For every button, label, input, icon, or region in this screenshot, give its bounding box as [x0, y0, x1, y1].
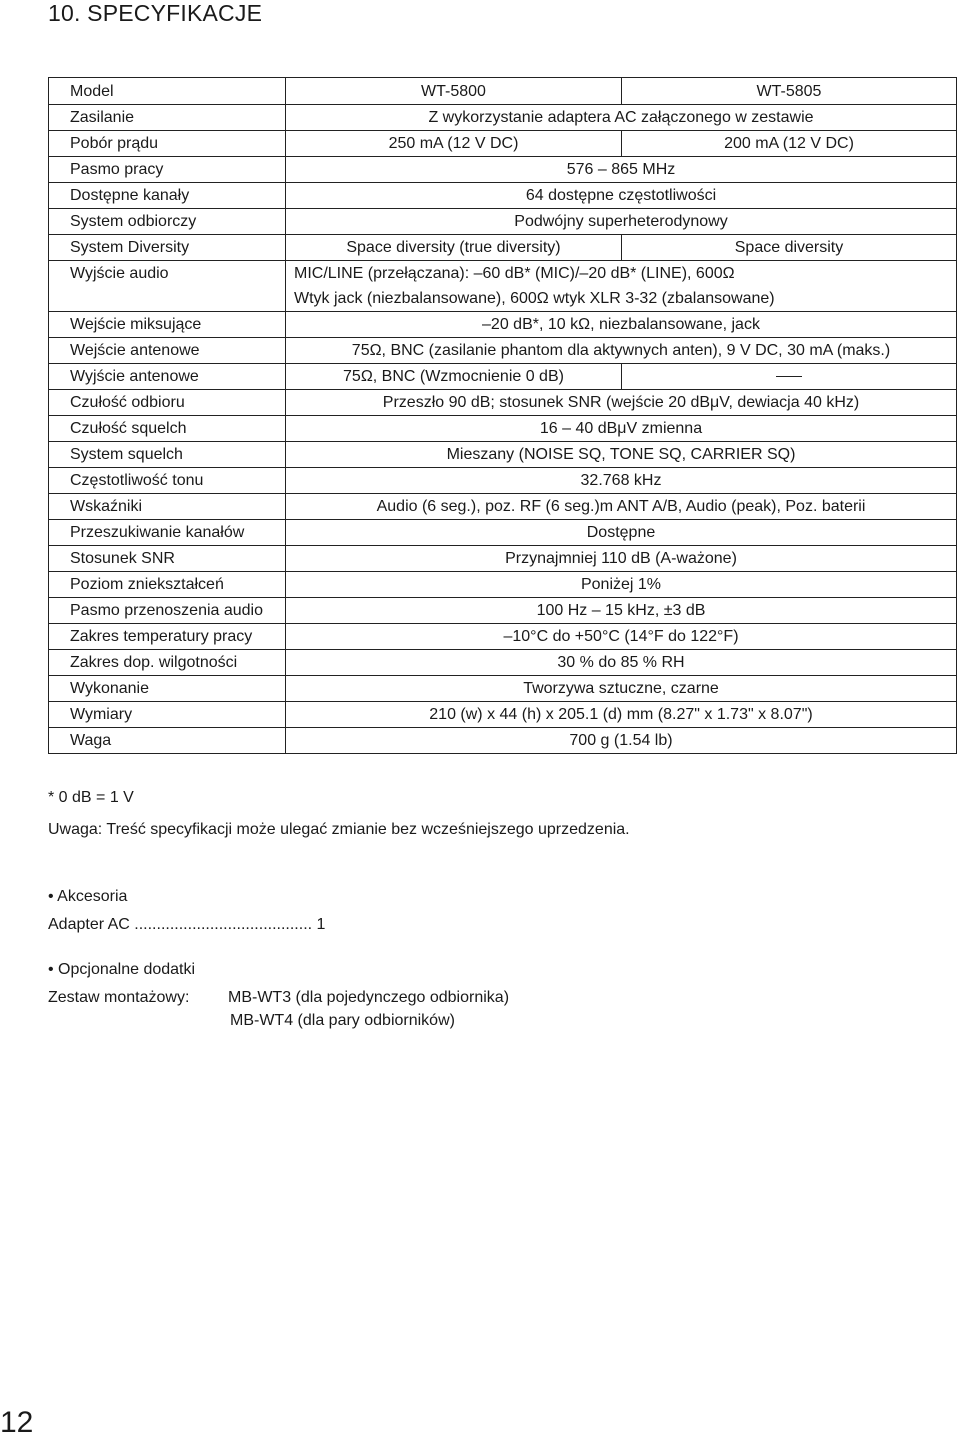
row-label: Pobór prądu: [49, 131, 286, 157]
row-label: Wyjście antenowe: [49, 364, 286, 390]
row-label: Wejście antenowe: [49, 338, 286, 364]
row-label: Wymiary: [49, 702, 286, 728]
row-label: Wejście miksujące: [49, 312, 286, 338]
table-row: [49, 520, 957, 546]
optional-item: MB-WT3 (dla pojedynczego odbiornika): [228, 989, 510, 1006]
table-row: [49, 312, 957, 338]
table-row: [49, 390, 957, 416]
table-row: [49, 650, 957, 676]
row-value: 64 dostępne częstotliwości: [286, 183, 957, 209]
row-label: Wyjście audio: [49, 261, 286, 287]
page-number: 12: [0, 1406, 34, 1439]
row-value-a: 75Ω, BNC (Wzmocnienie 0 dB): [286, 364, 622, 390]
row-label: Zakres dop. wilgotności: [49, 650, 286, 676]
table-row: [49, 546, 957, 572]
row-label: Zakres temperatury pracy: [49, 624, 286, 650]
row-value: Mieszany (NOISE SQ, TONE SQ, CARRIER SQ): [286, 442, 957, 468]
row-label: Stosunek SNR: [49, 546, 286, 572]
table-row: [49, 702, 957, 728]
row-label: Wskaźniki: [49, 494, 286, 520]
remark: Uwaga: Treść specyfikacji może ulegać zmianie bez wcześniejszego uprzedzenia.: [48, 821, 630, 838]
table-row: [49, 494, 957, 520]
row-label: System odbiorczy: [49, 209, 286, 235]
table-row: [49, 468, 957, 494]
table-row: [49, 338, 957, 364]
table-row: [49, 105, 957, 131]
accessories-heading: • Akcesoria: [48, 888, 128, 905]
table-row: [49, 286, 957, 312]
table-row: [49, 572, 957, 598]
row-value: –20 dB*, 10 kΩ, niezbalansowane, jack: [286, 312, 957, 338]
footnote: * 0 dB = 1 V: [48, 789, 134, 806]
row-label: Czułość squelch: [49, 416, 286, 442]
table-row: [49, 209, 957, 235]
row-value: 32.768 kHz: [286, 468, 957, 494]
optional-label: Zestaw montażowy:: [48, 989, 190, 1006]
row-value: 16 – 40 dBμV zmienna: [286, 416, 957, 442]
table-row: [49, 364, 957, 390]
optional-item: MB-WT4 (dla pary odbiorników): [230, 1012, 455, 1029]
row-label: Wykonanie: [49, 676, 286, 702]
table-row: [49, 78, 957, 105]
row-value-line2: Wtyk jack (niezbalansowane), 600Ω wtyk XLR 3-32 (zbalansowane): [286, 286, 957, 312]
row-value: 700 g (1.54 lb): [286, 728, 957, 754]
table-row: [49, 261, 957, 287]
not-applicable-dash: [776, 376, 802, 377]
row-label: System squelch: [49, 442, 286, 468]
row-value: 100 Hz – 15 kHz, ±3 dB: [286, 598, 957, 624]
row-value: Przeszło 90 dB; stosunek SNR (wejście 20 dBμV, dewiacja 40 kHz): [286, 390, 957, 416]
table-row: [49, 235, 957, 261]
row-value: Przynajmniej 110 dB (A-ważone): [286, 546, 957, 572]
row-value: Podwójny superheterodynowy: [286, 209, 957, 235]
page-title: 10. SPECYFIKACJE: [48, 0, 263, 26]
row-label-empty: [49, 286, 286, 312]
table-row: [49, 183, 957, 209]
row-value: 576 – 865 MHz: [286, 157, 957, 183]
row-value: 210 (w) x 44 (h) x 205.1 (d) mm (8.27" x 1.73" x 8.07"): [286, 702, 957, 728]
table-row: [49, 416, 957, 442]
row-value: Tworzywa sztuczne, czarne: [286, 676, 957, 702]
accessories-item: Adapter AC ........................................ 1: [48, 916, 326, 933]
row-value: 75Ω, BNC (zasilanie phantom dla aktywnych anten), 9 V DC, 30 mA (maks.): [286, 338, 957, 364]
model-a: WT-5800: [286, 78, 622, 105]
optional-heading: • Opcjonalne dodatki: [48, 961, 196, 978]
row-value: Poniżej 1%: [286, 572, 957, 598]
row-label: System Diversity: [49, 235, 286, 261]
row-value: –10°C do +50°C (14°F do 122°F): [286, 624, 957, 650]
row-label: Przeszukiwanie kanałów: [49, 520, 286, 546]
row-label: Model: [49, 78, 286, 105]
row-label: Pasmo pracy: [49, 157, 286, 183]
row-value: Audio (6 seg.), poz. RF (6 seg.)m ANT A/B, Audio (peak), Poz. baterii: [286, 494, 957, 520]
table-row: [49, 442, 957, 468]
row-label: Częstotliwość tonu: [49, 468, 286, 494]
row-label: Dostępne kanały: [49, 183, 286, 209]
table-row: [49, 728, 957, 754]
table-row: [49, 131, 957, 157]
table-row: [49, 624, 957, 650]
row-value: Dostępne: [286, 520, 957, 546]
row-value: Z wykorzystanie adaptera AC załączonego w zestawie: [286, 105, 957, 131]
row-label: Pasmo przenoszenia audio: [49, 598, 286, 624]
model-b: WT-5805: [622, 78, 957, 105]
row-value-b: [622, 364, 957, 390]
row-label: Waga: [49, 728, 286, 754]
row-value-a: 250 mA (12 V DC): [286, 131, 622, 157]
spec-table: [48, 77, 957, 754]
row-label: Czułość odbioru: [49, 390, 286, 416]
row-value-a: Space diversity (true diversity): [286, 235, 622, 261]
row-value: 30 % do 85 % RH: [286, 650, 957, 676]
table-row: [49, 676, 957, 702]
row-value-b: Space diversity: [622, 235, 957, 261]
row-value-line1: MIC/LINE (przełączana): –60 dB* (MIC)/–20 dB* (LINE), 600Ω: [286, 261, 957, 287]
row-label: Zasilanie: [49, 105, 286, 131]
row-label: Poziom zniekształceń: [49, 572, 286, 598]
row-value-b: 200 mA (12 V DC): [622, 131, 957, 157]
table-row: [49, 157, 957, 183]
table-row: [49, 598, 957, 624]
